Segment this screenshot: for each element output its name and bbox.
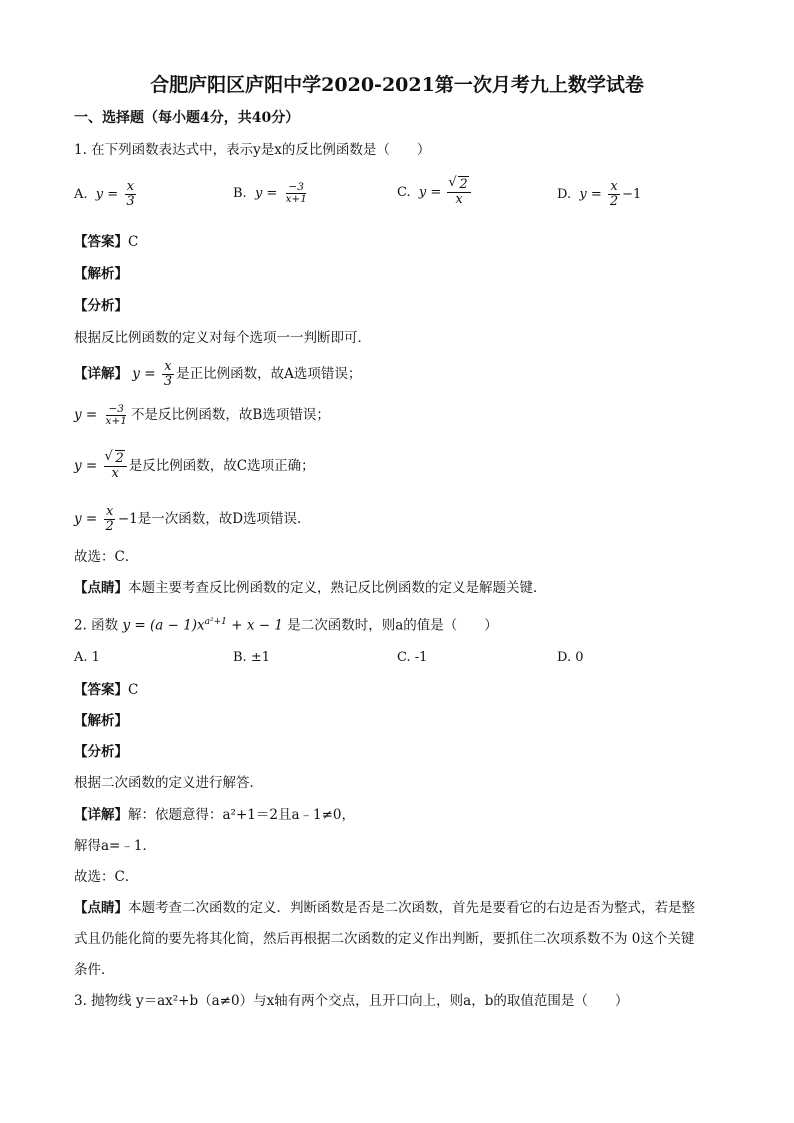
fraction: $\frac{-3}{x+1}$ [105,403,127,427]
q1-fenxi: 根据反比例函数的定义对每个选项一一判断即可． [74,330,371,346]
q1-dianjing: 【点睛】本题主要考查反比例函数的定义，熟记反比例函数的定义是解题关键． [74,580,547,596]
fraction: √ $\frac{2}{x}$ [104,452,127,481]
q1-choose: 故选：C． [74,549,139,565]
q2-dianjing-line2: 式且仍能化简的要先将其化简，然后再根据二次函数的定义作出判断，要抓住二次项系数不为 0这个关键 [74,931,695,947]
q1-detail-2: y = $\frac{-3}{x+1}$ 不是反比例函数，故B选项错误； [74,403,330,427]
fraction: $\frac{x}{3}$ [163,359,173,389]
section-heading: 一、选择题（每小题4分，共40分） [74,110,300,126]
q1-stem: 1. 在下列函数表达式中，表示y是x的反比例函数是（ ） [74,142,431,158]
q3-stem: 3. 抛物线 y＝ax²+b（a≠0）与x轴有两个交点，且开口向上，则a，b的取值范围是（ ） [74,993,629,1009]
q2-detail: 【详解】解：依题意得：a²+1＝2且a﹣1≠0， [74,807,355,823]
q2-answer: 【答案】C [74,682,139,698]
fraction: $\frac{x}{2}$ [105,504,114,534]
q1-detail-1: 【详解】 y = $\frac{x}{3}$ 是正比例函数，故A选项错误； [74,359,362,389]
q2-option-a[interactable]: A. 1 [74,650,100,665]
q2-choose: 故选：C． [74,869,139,885]
q2-option-d[interactable]: D. 0 [557,650,584,665]
q2-option-b[interactable]: B. ±1 [233,650,270,665]
q2-option-c[interactable]: C. -1 [397,650,428,665]
q2-stem: 2. 函数 $y = (a - 1)x^{a^2+1} + x - 1$ 是二次函数时，则a的值是（ ） [74,617,498,634]
page-title: 合肥庐阳区庐阳中学2020-2021第一次月考九上数学试卷 [150,74,644,96]
q2-fenxi-heading: 【分析】 [74,744,128,760]
q2-dianjing-line3: 条件． [74,962,115,978]
fraction: √ $\frac{2}{x}$ [447,178,470,207]
q1-option-d[interactable]: D. y = $\frac{x}{2}$ −1 [557,179,642,209]
q2-solve: 解得a=﹣1． [74,838,156,854]
q1-option-c[interactable]: C. y = √ $\frac{2}{x}$ [397,178,473,207]
fraction: $\frac{x}{2}$ [609,179,619,209]
q1-detail-4: y = $\frac{x}{2}$ −1是一次函数，故D选项错误． [74,504,311,534]
q1-answer: 【答案】C [74,234,139,250]
q2-analysis-heading: 【解析】 [74,713,128,729]
q2-dianjing: 【点睛】本题考查二次函数的定义．判断函数是否是二次函数，首先是要看它的右边是否为整式，若是整 [74,900,695,916]
q1-option-b[interactable]: B. y = $\frac{-3}{x+1}$ [233,181,307,205]
q1-option-a[interactable]: A. y = $\frac{x}{3}$ [74,179,135,209]
q1-detail-3: y = √ $\frac{2}{x}$ 是反比例函数，故C选项正确； [74,452,315,481]
fraction: $\frac{x}{3}$ [126,179,135,209]
q1-fenxi-heading: 【分析】 [74,298,128,314]
q1-analysis-heading: 【解析】 [74,266,128,282]
q2-fenxi: 根据二次函数的定义进行解答． [74,775,263,791]
fraction: $\frac{-3}{x+1}$ [285,181,307,205]
